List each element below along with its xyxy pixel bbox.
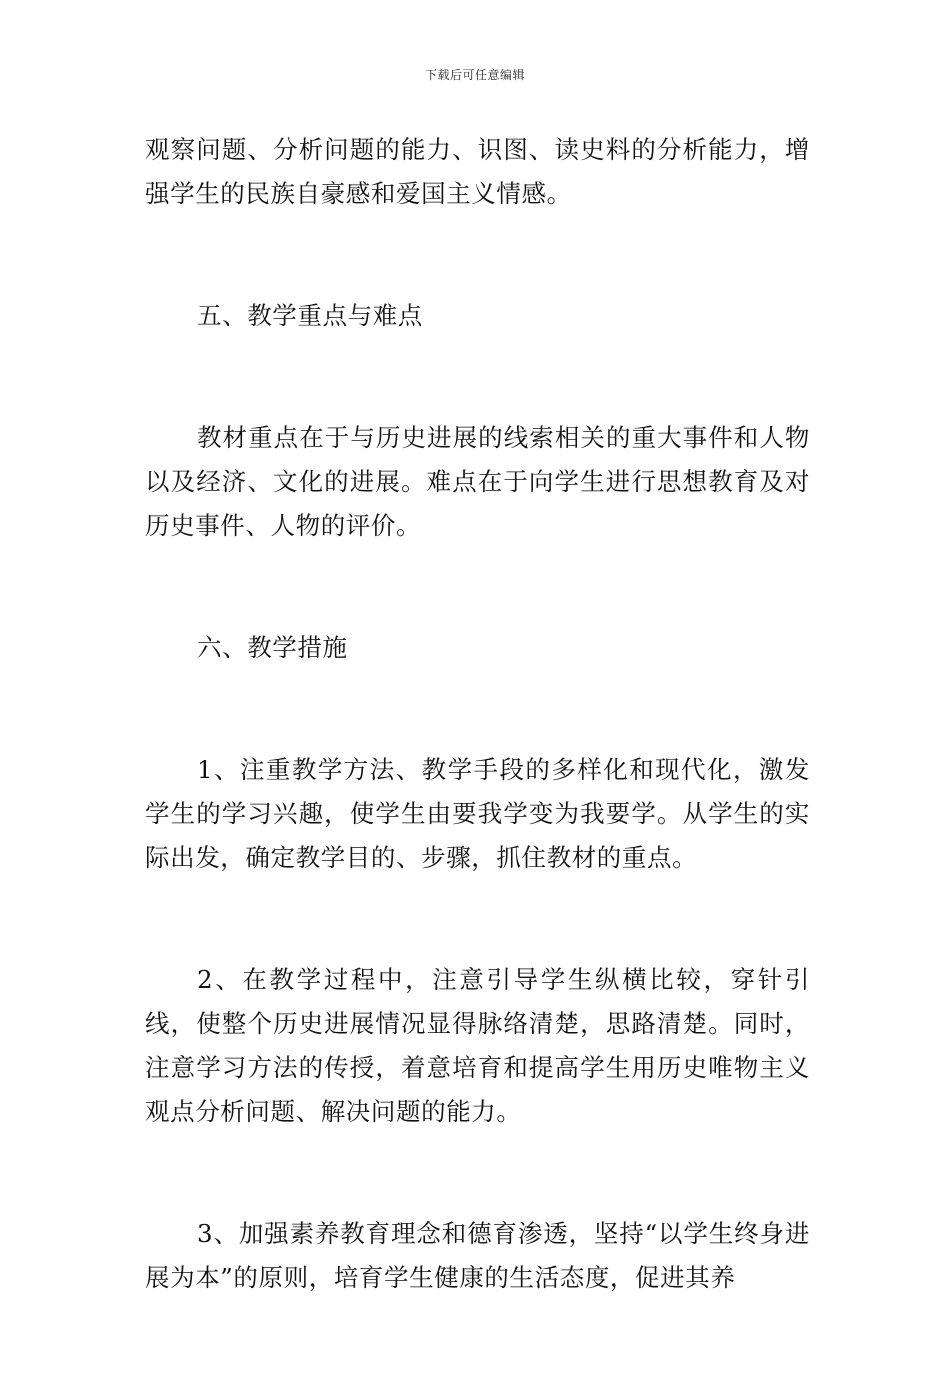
section-heading-six: 六、教学措施	[197, 633, 348, 662]
section-heading-five: 五、教学重点与难点	[197, 301, 423, 330]
paragraph-focus-difficulty: 教材重点在于与历史进展的线索相关的重大事件和人物以及经济、文化的进展。难点在于向学生进行思想教育及对历史事件、人物的评价。	[145, 423, 810, 540]
document-body	[145, 128, 810, 1378]
paragraph-measure-1: 1、注重教学方法、教学手段的多样化和现代化，激发学生的学习兴趣，使学生由要我学变为我要学。从学生的实际出发，确定教学目的、步骤，抓住教材的重点。	[145, 755, 810, 872]
page-header-note: 下载后可任意编辑	[424, 68, 525, 82]
paragraph-continued: 观察问题、分析问题的能力、识图、读史料的分析能力，增强学生的民族自豪感和爱国主义情感。	[145, 135, 810, 208]
paragraph-measure-2: 2、在教学过程中，注意引导学生纵横比较，穿针引线，使整个历史进展情况显得脉络清楚，思路清楚。同时，注意学习方法的传授，着意培育和提高学生用历史唯物主义观点分析问题、解决问题的能力。	[145, 965, 810, 1126]
paragraph-measure-3: 3、加强素养教育理念和德育渗透，坚持“以学生终身进展为本”的原则，培育学生健康的生活态度，促进其养	[145, 1219, 810, 1292]
